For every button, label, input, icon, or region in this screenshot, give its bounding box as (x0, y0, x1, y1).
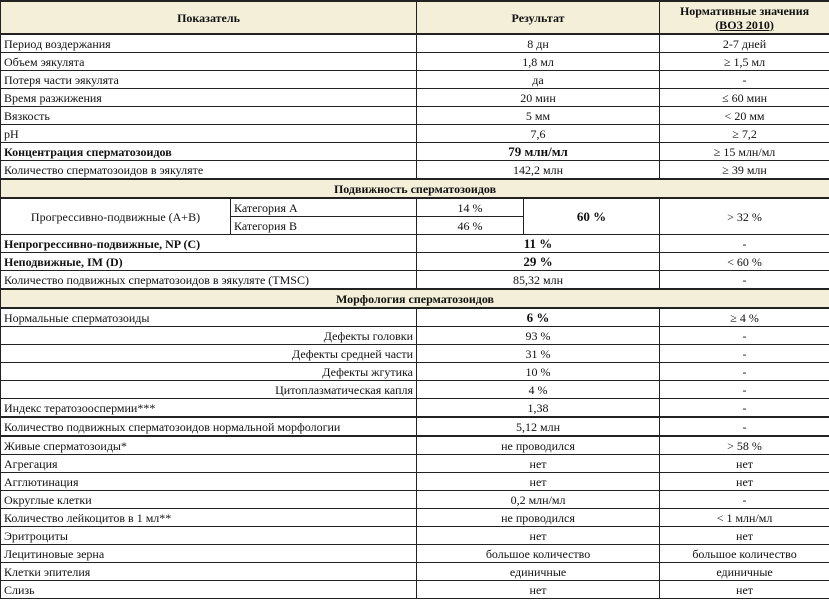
table-row (1, 107, 829, 125)
row-name: Объем эякулята (1, 53, 417, 71)
row-name: Цитоплазматическая капля (1, 381, 417, 399)
header-norm-line1: Нормативные значения (679, 3, 810, 18)
section-motility (1, 179, 829, 198)
table-row (1, 381, 829, 399)
row-name: Дефекты жгутика (1, 363, 417, 381)
table-row (1, 345, 829, 363)
category-b-label: Категория B (231, 217, 417, 235)
row-name: Живые сперматозоиды* (1, 436, 417, 455)
row-result: нет (417, 455, 660, 473)
row-norm: ≥ 4 % (660, 308, 829, 327)
progressive-norm: > 32 % (660, 198, 829, 235)
row-name: Дефекты головки (1, 327, 417, 345)
section-title: Морфология сперматозоидов (1, 289, 829, 308)
row-name: Дефекты средней части (1, 345, 417, 363)
row-name: Эритроциты (1, 527, 417, 545)
row-name: Количество сперматозоидов в эякуляте (1, 161, 417, 180)
row-result: 142,2 млн (417, 161, 660, 180)
table-row-progressive (1, 198, 829, 217)
row-norm: - (660, 345, 829, 363)
row-result: нет (417, 473, 660, 491)
row-norm: - (660, 235, 829, 253)
row-name: Период воздержания (1, 34, 417, 53)
table-row (1, 327, 829, 345)
row-name: Лецитиновые зерна (1, 545, 417, 563)
row-result: не проводился (417, 436, 660, 455)
row-result: нет (417, 581, 660, 599)
row-norm: - (660, 327, 829, 345)
section-title: Подвижность сперматозоидов (1, 179, 829, 198)
row-result: 8 дн (417, 34, 660, 53)
row-name: Количество лейкоцитов в 1 мл** (1, 509, 417, 527)
row-result: 31 % (417, 345, 660, 363)
header-indicator: Показатель (1, 1, 417, 34)
row-norm: нет (660, 455, 829, 473)
row-norm: < 60 % (660, 253, 829, 271)
row-result: 85,32 млн (417, 271, 660, 290)
row-name: Концентрация сперматозоидов (1, 143, 417, 161)
table-row (1, 491, 829, 509)
row-norm: - (660, 491, 829, 509)
row-norm: < 20 мм (660, 107, 829, 125)
row-result: 79 млн/мл (417, 143, 660, 161)
row-norm: - (660, 399, 829, 418)
row-norm: 2-7 дней (660, 34, 829, 53)
row-norm: - (660, 417, 829, 436)
row-norm: ≥ 15 млн/мл (660, 143, 829, 161)
row-name: Потеря части эякулята (1, 71, 417, 89)
header-result: Результат (417, 1, 660, 34)
table-row (1, 563, 829, 581)
row-name: Клетки эпителия (1, 563, 417, 581)
row-norm: - (660, 363, 829, 381)
table-row (1, 143, 829, 161)
table-row (1, 399, 829, 418)
table-row (1, 125, 829, 143)
table-row (1, 71, 829, 89)
table-row (1, 581, 829, 599)
table-row-normal (1, 308, 829, 327)
table-row (1, 473, 829, 491)
row-norm: - (660, 381, 829, 399)
row-norm: единичные (660, 563, 829, 581)
row-result: 20 мин (417, 89, 660, 107)
row-name: Агглютинация (1, 473, 417, 491)
row-result: 5 мм (417, 107, 660, 125)
header-norm-line2: (ВОЗ 2010) (715, 17, 774, 32)
table-row (1, 417, 829, 436)
table-row (1, 436, 829, 455)
row-result: нет (417, 527, 660, 545)
row-norm: ≥ 1,5 мл (660, 53, 829, 71)
row-name: Время разжижения (1, 89, 417, 107)
row-norm: ≥ 7,2 (660, 125, 829, 143)
row-result: 6 % (417, 308, 660, 327)
row-norm: > 58 % (660, 436, 829, 455)
row-result: 1,8 мл (417, 53, 660, 71)
table-row (1, 161, 829, 180)
table-row (1, 253, 829, 271)
table-row (1, 271, 829, 290)
category-b-value: 46 % (417, 217, 524, 235)
row-name: Неподвижные, IM (D) (1, 253, 417, 271)
row-result: 93 % (417, 327, 660, 345)
row-result: 29 % (417, 253, 660, 271)
section-morphology (1, 289, 829, 308)
row-norm: - (660, 271, 829, 290)
table-row (1, 34, 829, 53)
category-a-label: Категория A (231, 198, 417, 217)
row-name: Вязкость (1, 107, 417, 125)
row-result: 7,6 (417, 125, 660, 143)
row-name: Количество подвижных сперматозоидов в эякуляте (TMSC) (1, 271, 417, 290)
row-result: единичные (417, 563, 660, 581)
row-name: Количество подвижных сперматозоидов нормальной морфологии (1, 417, 417, 436)
row-result: 10 % (417, 363, 660, 381)
progressive-total: 60 % (524, 198, 660, 235)
table-row (1, 545, 829, 563)
header-row (1, 1, 829, 34)
table-row (1, 509, 829, 527)
row-result: не проводился (417, 509, 660, 527)
row-norm: ≥ 39 млн (660, 161, 829, 180)
row-name: Прогрессивно-подвижные (A+B) (1, 198, 231, 235)
row-norm: ≤ 60 мин (660, 89, 829, 107)
row-result: 11 % (417, 235, 660, 253)
row-result: 4 % (417, 381, 660, 399)
row-name: Непрогрессивно-подвижные, NP (C) (1, 235, 417, 253)
row-norm: - (660, 71, 829, 89)
row-name: Агрегация (1, 455, 417, 473)
row-name: pH (1, 125, 417, 143)
row-result: да (417, 71, 660, 89)
header-norm (660, 1, 829, 34)
row-result: 5,12 млн (417, 417, 660, 436)
row-name: Нормальные сперматозоиды (1, 308, 417, 327)
table-row (1, 363, 829, 381)
row-norm: < 1 млн/мл (660, 509, 829, 527)
row-norm: нет (660, 581, 829, 599)
row-name: Индекс тератозооспермии*** (1, 399, 417, 418)
row-result: 0,2 млн/мл (417, 491, 660, 509)
table-row (1, 455, 829, 473)
row-norm: нет (660, 527, 829, 545)
row-norm: нет (660, 473, 829, 491)
table-row (1, 89, 829, 107)
table-row (1, 53, 829, 71)
row-result: большое количество (417, 545, 660, 563)
row-name: Слизь (1, 581, 417, 599)
row-norm: большое количество (660, 545, 829, 563)
row-result: 1,38 (417, 399, 660, 418)
table-row (1, 235, 829, 253)
category-a-value: 14 % (417, 198, 524, 217)
row-name: Округлые клетки (1, 491, 417, 509)
table-row (1, 527, 829, 545)
